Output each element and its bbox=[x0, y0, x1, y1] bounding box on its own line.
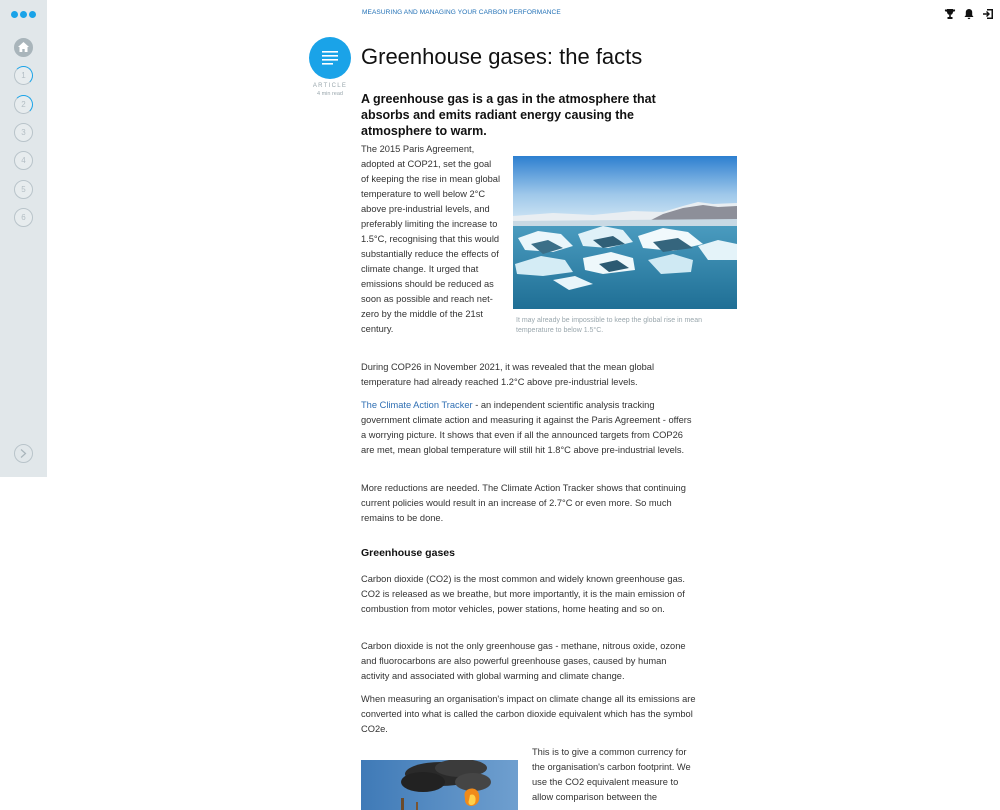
header-actions bbox=[944, 7, 994, 19]
progress-rail bbox=[0, 0, 47, 477]
bell-icon[interactable] bbox=[963, 7, 975, 19]
page-title: Greenhouse gases: the facts bbox=[361, 44, 643, 69]
read-time: 4 min read bbox=[317, 91, 343, 97]
chevron-right-icon bbox=[20, 449, 27, 458]
rail-step-6[interactable]: 6 bbox=[14, 208, 33, 227]
paragraph-co2e: When measuring an organisation's impact on climate change all its emissions are converted into what is called the carbon dioxide equivalent which has the symbol CO2e. bbox=[361, 694, 696, 734]
article-icon bbox=[322, 50, 338, 66]
emissions-smoke-image bbox=[361, 760, 518, 810]
home-button[interactable] bbox=[14, 38, 33, 57]
paragraph-more-reductions: More reductions are needed. The Climate Action Tracker shows that continuing current policies would result in an increase of 2.7°C or even more. So much remains to be done. bbox=[361, 483, 686, 523]
article-lead: A greenhouse gas is a gas in the atmosphere that absorbs and emits radiant energy causing the atmosphere to warm. bbox=[361, 92, 656, 138]
paragraph-other-gases: Carbon dioxide is not the only greenhouse gas - methane, nitrous oxide, ozone and fluorocarbons are also powerful greenhouse gases, caused by human activity and associated with global warming and climate change. bbox=[361, 641, 686, 681]
image-caption: It may already be impossible to keep the global rise in mean temperature to below 1.5°C. bbox=[516, 317, 702, 334]
rail-step-5[interactable]: 5 bbox=[14, 180, 33, 199]
rail-step-2[interactable]: 2 bbox=[14, 95, 33, 114]
rail-step-4[interactable]: 4 bbox=[14, 151, 33, 170]
paragraph-carbon-dioxide: Carbon dioxide (CO2) is the most common and widely known greenhouse gas. CO2 is released as we breathe, but more importantly, it is the main emission of combustion from motor vehicles, power stations, home heating and so on. bbox=[361, 574, 686, 614]
rail-expand-button[interactable] bbox=[14, 444, 33, 463]
rail-step-1[interactable]: 1 bbox=[14, 66, 33, 85]
paragraph-cop26: During COP26 in November 2021, it was revealed that the mean global temperature had already reached 1.2°C above pre-industrial levels. bbox=[361, 362, 655, 387]
rail-step-3[interactable]: 3 bbox=[14, 123, 33, 142]
home-icon bbox=[18, 42, 29, 52]
climate-action-tracker-link[interactable]: The Climate Action Tracker bbox=[361, 400, 473, 410]
trophy-icon[interactable] bbox=[944, 7, 956, 19]
paragraph-common-currency: This is to give a common currency for the organisation's carbon footprint. We use the CO2 equivalent measure to allow comparison between the bbox=[532, 747, 691, 802]
logout-icon[interactable] bbox=[982, 7, 994, 19]
paragraph-paris-agreement: The 2015 Paris Agreement, adopted at COP21, set the goal of keeping the rise in mean global temperature to well below 2°C above pre-industrial levels, and preferably limiting the increase to 1.5°C, recognising that this would substantially reduce the effects of climate change. It urged that emissions should be reduced as soon as possible and reach net-zero by the middle of the 21st century. bbox=[361, 144, 501, 334]
section-heading-greenhouse-gases: Greenhouse gases bbox=[361, 547, 455, 559]
app-logo[interactable] bbox=[11, 11, 36, 18]
paragraph-climate-action-tracker: The Climate Action Tracker - an independent scientific analysis tracking government climate action and measuring it against the Paris Agreement - offers a worrying picture. It shows that even if all the announced targets from COP26 are met, mean global temperature will still hit 1.8°C above pre-industrial levels. bbox=[361, 400, 692, 455]
article-badge bbox=[309, 37, 351, 79]
glacier-lagoon-image bbox=[513, 156, 737, 309]
content-type-label: ARTICLE bbox=[312, 83, 348, 89]
breadcrumb[interactable]: MEASURING AND MANAGING YOUR CARBON PERFORMANCE bbox=[362, 9, 561, 16]
